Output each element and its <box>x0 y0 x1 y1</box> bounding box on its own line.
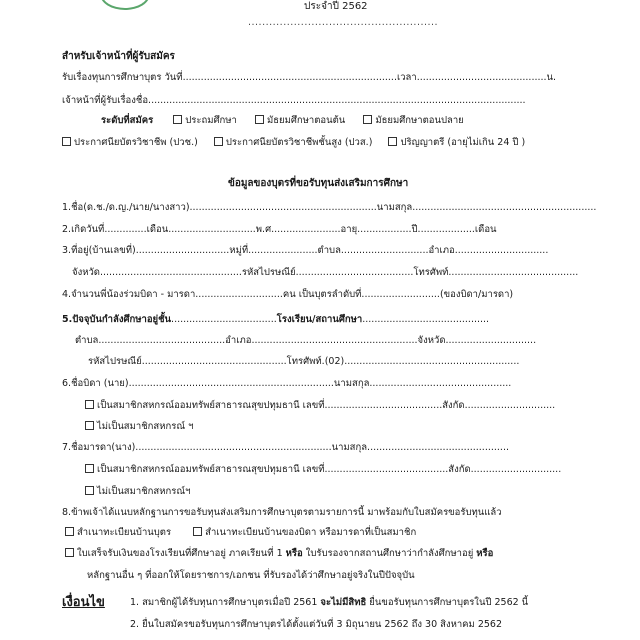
checkbox[interactable] <box>363 115 372 124</box>
level-row-1 <box>101 113 464 128</box>
field-siblings[interactable]: 4.จำนวนพี่น้องร่วมบิดา - มารดา.............................คน เป็นบุตรลำดับที่..........................(ของบิดา/มารดา) <box>62 289 514 300</box>
field-address[interactable]: 3.ที่อยู่(บ้านเลขที่)...............................หมู่ที่.......................ตำบล.............................อำเภอ............................... <box>62 245 549 256</box>
field-father-name[interactable]: 6.ชื่อบิดา (นาย)....................................................................นามสกุล............................................... <box>62 378 512 389</box>
level-row-2 <box>62 135 525 150</box>
mother-member-option[interactable]: เป็นสมาชิกสหกรณ์ออมทรัพย์สาธารณสุขปทุมธานี เลขที่.........................................สังกัด.............................. <box>85 462 561 477</box>
checkbox[interactable] <box>85 486 94 495</box>
checkbox[interactable] <box>85 400 94 409</box>
doc-other-evidence: หลักฐานอื่น ๆ ที่ออกให้โดยราชการ/เอกชน ที่รับรองได้ว่าศึกษาอยู่จริงในปีปัจจุบัน <box>87 570 415 581</box>
checkbox[interactable] <box>214 137 223 146</box>
checkbox[interactable] <box>388 137 397 146</box>
attachments-row-1 <box>65 525 416 540</box>
receive-date-line[interactable]: รับเรื่องทุนการศึกษาบุตร วันที่.......................................................................เวลา...........................................น. <box>62 72 557 83</box>
year-line: ประจำปี 2562 <box>304 1 368 12</box>
official-title: สำหรับเจ้าหน้าที่ผู้รับสมัคร <box>62 51 175 62</box>
condition-2: 2. ยื่นใบสมัครขอรับทุนการศึกษาบุตรได้ตั้งแต่วันที่ 3 มิถุนายน 2562 ถึง 30 สิงหาคม 2562 <box>130 619 502 630</box>
checkbox[interactable] <box>255 115 264 124</box>
level-upper-secondary[interactable]: มัธยมศึกษาตอนปลาย <box>363 115 463 126</box>
mother-nonmember-option[interactable]: ไม่เป็นสมาชิกสหกรณ์ฯ <box>85 484 190 499</box>
level-pvc[interactable]: ประกาศนียบัตรวิชาชีพ (ปวช.) <box>62 137 198 148</box>
condition-1: 1. สมาชิกผู้ได้รับทุนการศึกษาบุตรเมื่อปี 2561 จะไม่มีสิทธิ ยื่นขอรับทุนการศึกษาบุตรในปี 2562 นี้ <box>130 597 529 608</box>
checkbox[interactable] <box>193 527 202 536</box>
doc-child-house-registration[interactable]: สำเนาทะเบียนบ้านบุตร <box>65 527 171 538</box>
field-mother-name[interactable]: 7.ชื่อมารดา(นาง).................................................................นามสกุล............................................... <box>62 442 509 453</box>
field-attachments: 8.ข้าพเจ้าได้แนบหลักฐานการขอรับทุนส่งเสริมการศึกษาบุตรตามรายการนี้ มาพร้อมกับใบสมัครขอรับทุนแล้ว <box>62 507 502 518</box>
field-school-phone[interactable]: รหัสไปรษณีย์................................................โทรศัพท์.(02).......................................................... <box>88 356 520 367</box>
checkbox[interactable] <box>85 421 94 430</box>
checkbox[interactable] <box>62 137 71 146</box>
level-primary[interactable]: ประถมศึกษา <box>173 115 237 126</box>
checkbox[interactable] <box>65 548 74 557</box>
checkbox[interactable] <box>65 527 74 536</box>
doc-parent-house-registration[interactable]: สำเนาทะเบียนบ้านของบิดา หรือมารดาที่เป็นสมาชิก <box>193 527 416 538</box>
doc-receipt-option[interactable]: ใบเสร็จรับเงินของโรงเรียนที่ศึกษาอยู่ ภาคเรียนที่ 1 หรือ ใบรับรองจากสถานศึกษาว่ากำลังศึกษาอยู่ หรือ <box>65 546 493 561</box>
level-label: ระดับที่สมัคร <box>101 115 154 126</box>
officer-name-line[interactable]: เจ้าหน้าที่ผู้รับเรื่องชื่อ............................................................................................................................. <box>62 95 526 106</box>
field-school-location[interactable]: ตำบล..........................................อำเภอ.......................................................จังหวัด.............................. <box>75 335 537 346</box>
father-member-option[interactable]: เป็นสมาชิกสหกรณ์ออมทรัพย์สาธารณสุขปทุมธานี เลขที่.......................................สังกัด.............................. <box>85 398 555 413</box>
checkbox[interactable] <box>173 115 182 124</box>
section-title: ข้อมูลของบุตรที่ขอรับทุนส่งเสริมการศึกษา <box>228 178 409 189</box>
level-pvs[interactable]: ประกาศนียบัตรวิชาชีพชั้นสูง (ปวส.) <box>214 137 373 148</box>
field-birth-date[interactable]: 2.เกิดวันที่..............เดือน.............................พ.ศ.......................อายุ..................ปี...................เดือน <box>62 224 497 235</box>
field-province[interactable]: จังหวัด...............................................รหัสไปรษณีย์.......................................โทรศัพท์........................................... <box>72 267 579 278</box>
father-nonmember-option[interactable]: ไม่เป็นสมาชิกสหกรณ์ ฯ <box>85 419 194 434</box>
header-dots: ...................................................... <box>248 17 439 28</box>
level-bachelor[interactable]: ปริญญาตรี (อายุไม่เกิน 24 ปี ) <box>388 137 525 148</box>
checkbox[interactable] <box>85 464 94 473</box>
field-child-name[interactable]: 1.ชื่อ(ด.ช./ด.ญ./นาย/นางสาว)..............................................................นามสกุล............................................................. <box>62 202 597 213</box>
level-lower-secondary[interactable]: มัธยมศึกษาตอนต้น <box>255 115 345 126</box>
conditions-title: เงื่อนไข <box>62 595 105 610</box>
coop-logo <box>100 0 150 10</box>
field-current-study[interactable]: 5.ปัจจุบันกำลังศึกษาอยู่ชั้น...................................โรงเรียน/สถานศึกษา.......................................... <box>62 314 490 325</box>
